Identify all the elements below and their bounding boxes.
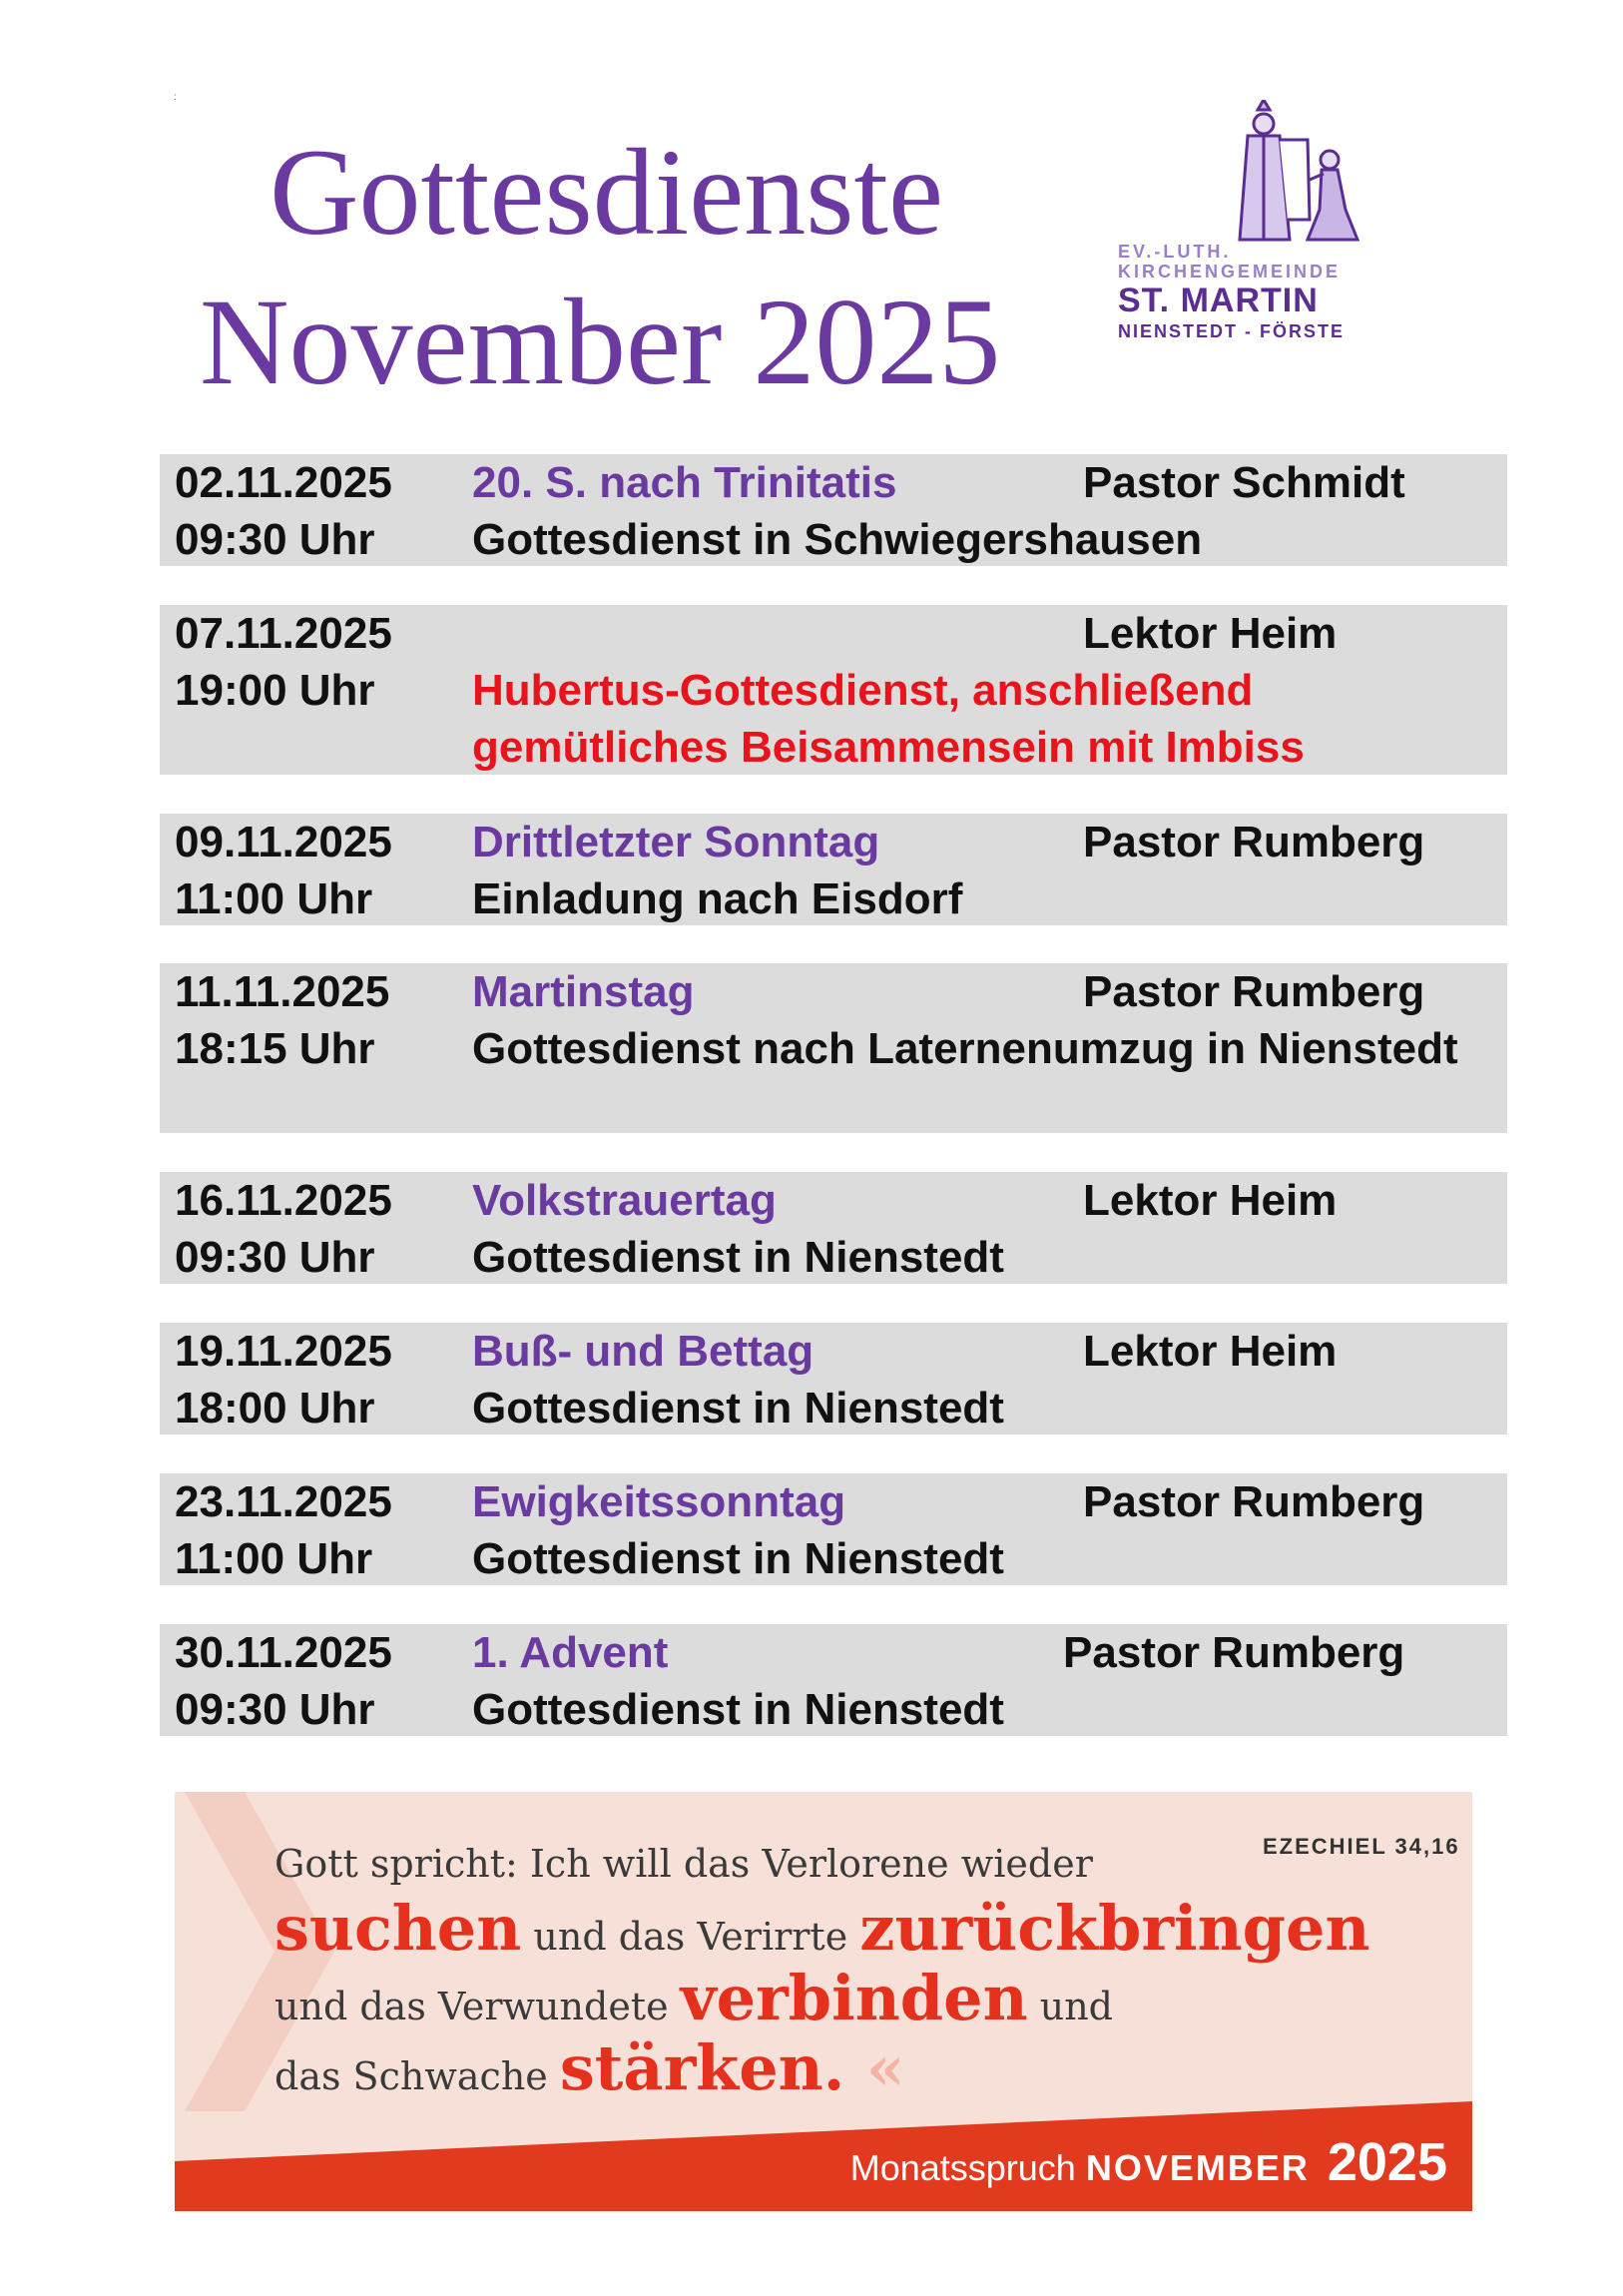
verse-line-1: Gott spricht: Ich will das Verlorene wieder — [274, 1842, 1093, 1886]
event-description: Hubertus-Gottesdienst, anschließend gemütliches Beisammensein mit Imbiss — [472, 666, 1305, 772]
verse-month-label: Monatsspruch NOVEMBER 2025 — [849, 2132, 1447, 2192]
event-time: 09:30 Uhr — [175, 515, 375, 564]
event-date: 23.11.2025 — [175, 1477, 392, 1526]
event-date: 19.11.2025 — [175, 1327, 392, 1376]
event-row — [160, 1172, 1507, 1284]
church-logo — [1118, 100, 1377, 349]
event-date: 30.11.2025 — [175, 1628, 392, 1677]
event-row — [160, 1323, 1507, 1435]
event-officiant: Pastor Rumberg — [1083, 967, 1425, 1016]
event-row — [160, 1624, 1507, 1736]
event-description: Gottesdienst in Schwiegershausen — [472, 515, 1203, 564]
page-title — [200, 118, 1098, 417]
event-row — [160, 454, 1507, 566]
verse-reference: EZECHIEL 34,16 — [1263, 1834, 1460, 1859]
event-time: 11:00 Uhr — [175, 874, 373, 923]
event-officiant: Pastor Schmidt — [1083, 458, 1405, 507]
event-occasion: Drittletzter Sonntag — [472, 818, 880, 866]
event-officiant: Lektor Heim — [1083, 609, 1338, 658]
event-time: 19:00 Uhr — [175, 666, 375, 715]
event-description: Gottesdienst in Nienstedt — [472, 1534, 1004, 1583]
event-row — [160, 814, 1507, 925]
event-date: 07.11.2025 — [175, 609, 392, 658]
event-time: 18:00 Uhr — [175, 1384, 375, 1433]
event-description: Gottesdienst in Nienstedt — [472, 1384, 1004, 1433]
event-description: Gottesdienst nach Laternenumzug in Nienstedt — [472, 1024, 1458, 1073]
event-officiant: Pastor Rumberg — [1083, 1477, 1425, 1526]
event-row — [160, 605, 1507, 775]
event-date: 16.11.2025 — [175, 1176, 392, 1225]
event-officiant: Lektor Heim — [1083, 1327, 1338, 1376]
logo-name: ST. MARTIN — [1118, 282, 1319, 319]
verse-line-3: und das Verwundete verbinden und — [274, 1962, 1114, 2034]
event-description: Einladung nach Eisdorf — [472, 874, 963, 923]
event-occasion: 20. S. nach Trinitatis — [472, 458, 897, 507]
saint-martin-icon — [1228, 100, 1367, 250]
logo-denomination: EV.-LUTH. KIRCHENGEMEINDE — [1118, 242, 1342, 282]
verse-line-2: suchen und das Verirrte zurückbringen — [274, 1892, 1370, 1965]
logo-place: NIENSTEDT - FÖRSTE — [1118, 321, 1346, 341]
event-description: Gottesdienst in Nienstedt — [472, 1233, 1004, 1282]
stray-mark: : — [174, 92, 177, 103]
event-row — [160, 963, 1507, 1133]
event-occasion: Ewigkeitssonntag — [472, 1477, 846, 1526]
event-officiant: Pastor Rumberg — [1083, 818, 1425, 866]
event-description: Gottesdienst in Nienstedt — [472, 1685, 1004, 1734]
event-occasion: Volkstrauertag — [472, 1176, 777, 1225]
verse-line-4: das Schwache stärken. « — [274, 2031, 905, 2104]
event-date: 09.11.2025 — [175, 818, 392, 866]
event-row — [160, 1473, 1507, 1585]
event-officiant: Pastor Rumberg — [1063, 1628, 1405, 1677]
event-occasion: 1. Advent — [472, 1628, 669, 1677]
event-time: 18:15 Uhr — [175, 1024, 375, 1073]
title-line-2: November 2025 — [200, 274, 1001, 410]
title-line-1: Gottesdienste — [270, 124, 943, 261]
event-date: 02.11.2025 — [175, 458, 392, 507]
event-time: 11:00 Uhr — [175, 1534, 373, 1583]
event-time: 09:30 Uhr — [175, 1233, 375, 1282]
monthly-verse — [175, 1792, 1472, 2211]
event-date: 11.11.2025 — [175, 967, 390, 1016]
event-time: 09:30 Uhr — [175, 1685, 375, 1734]
event-occasion: Martinstag — [472, 967, 695, 1016]
event-officiant: Lektor Heim — [1083, 1176, 1338, 1225]
event-occasion: Buß- und Bettag — [472, 1327, 814, 1376]
